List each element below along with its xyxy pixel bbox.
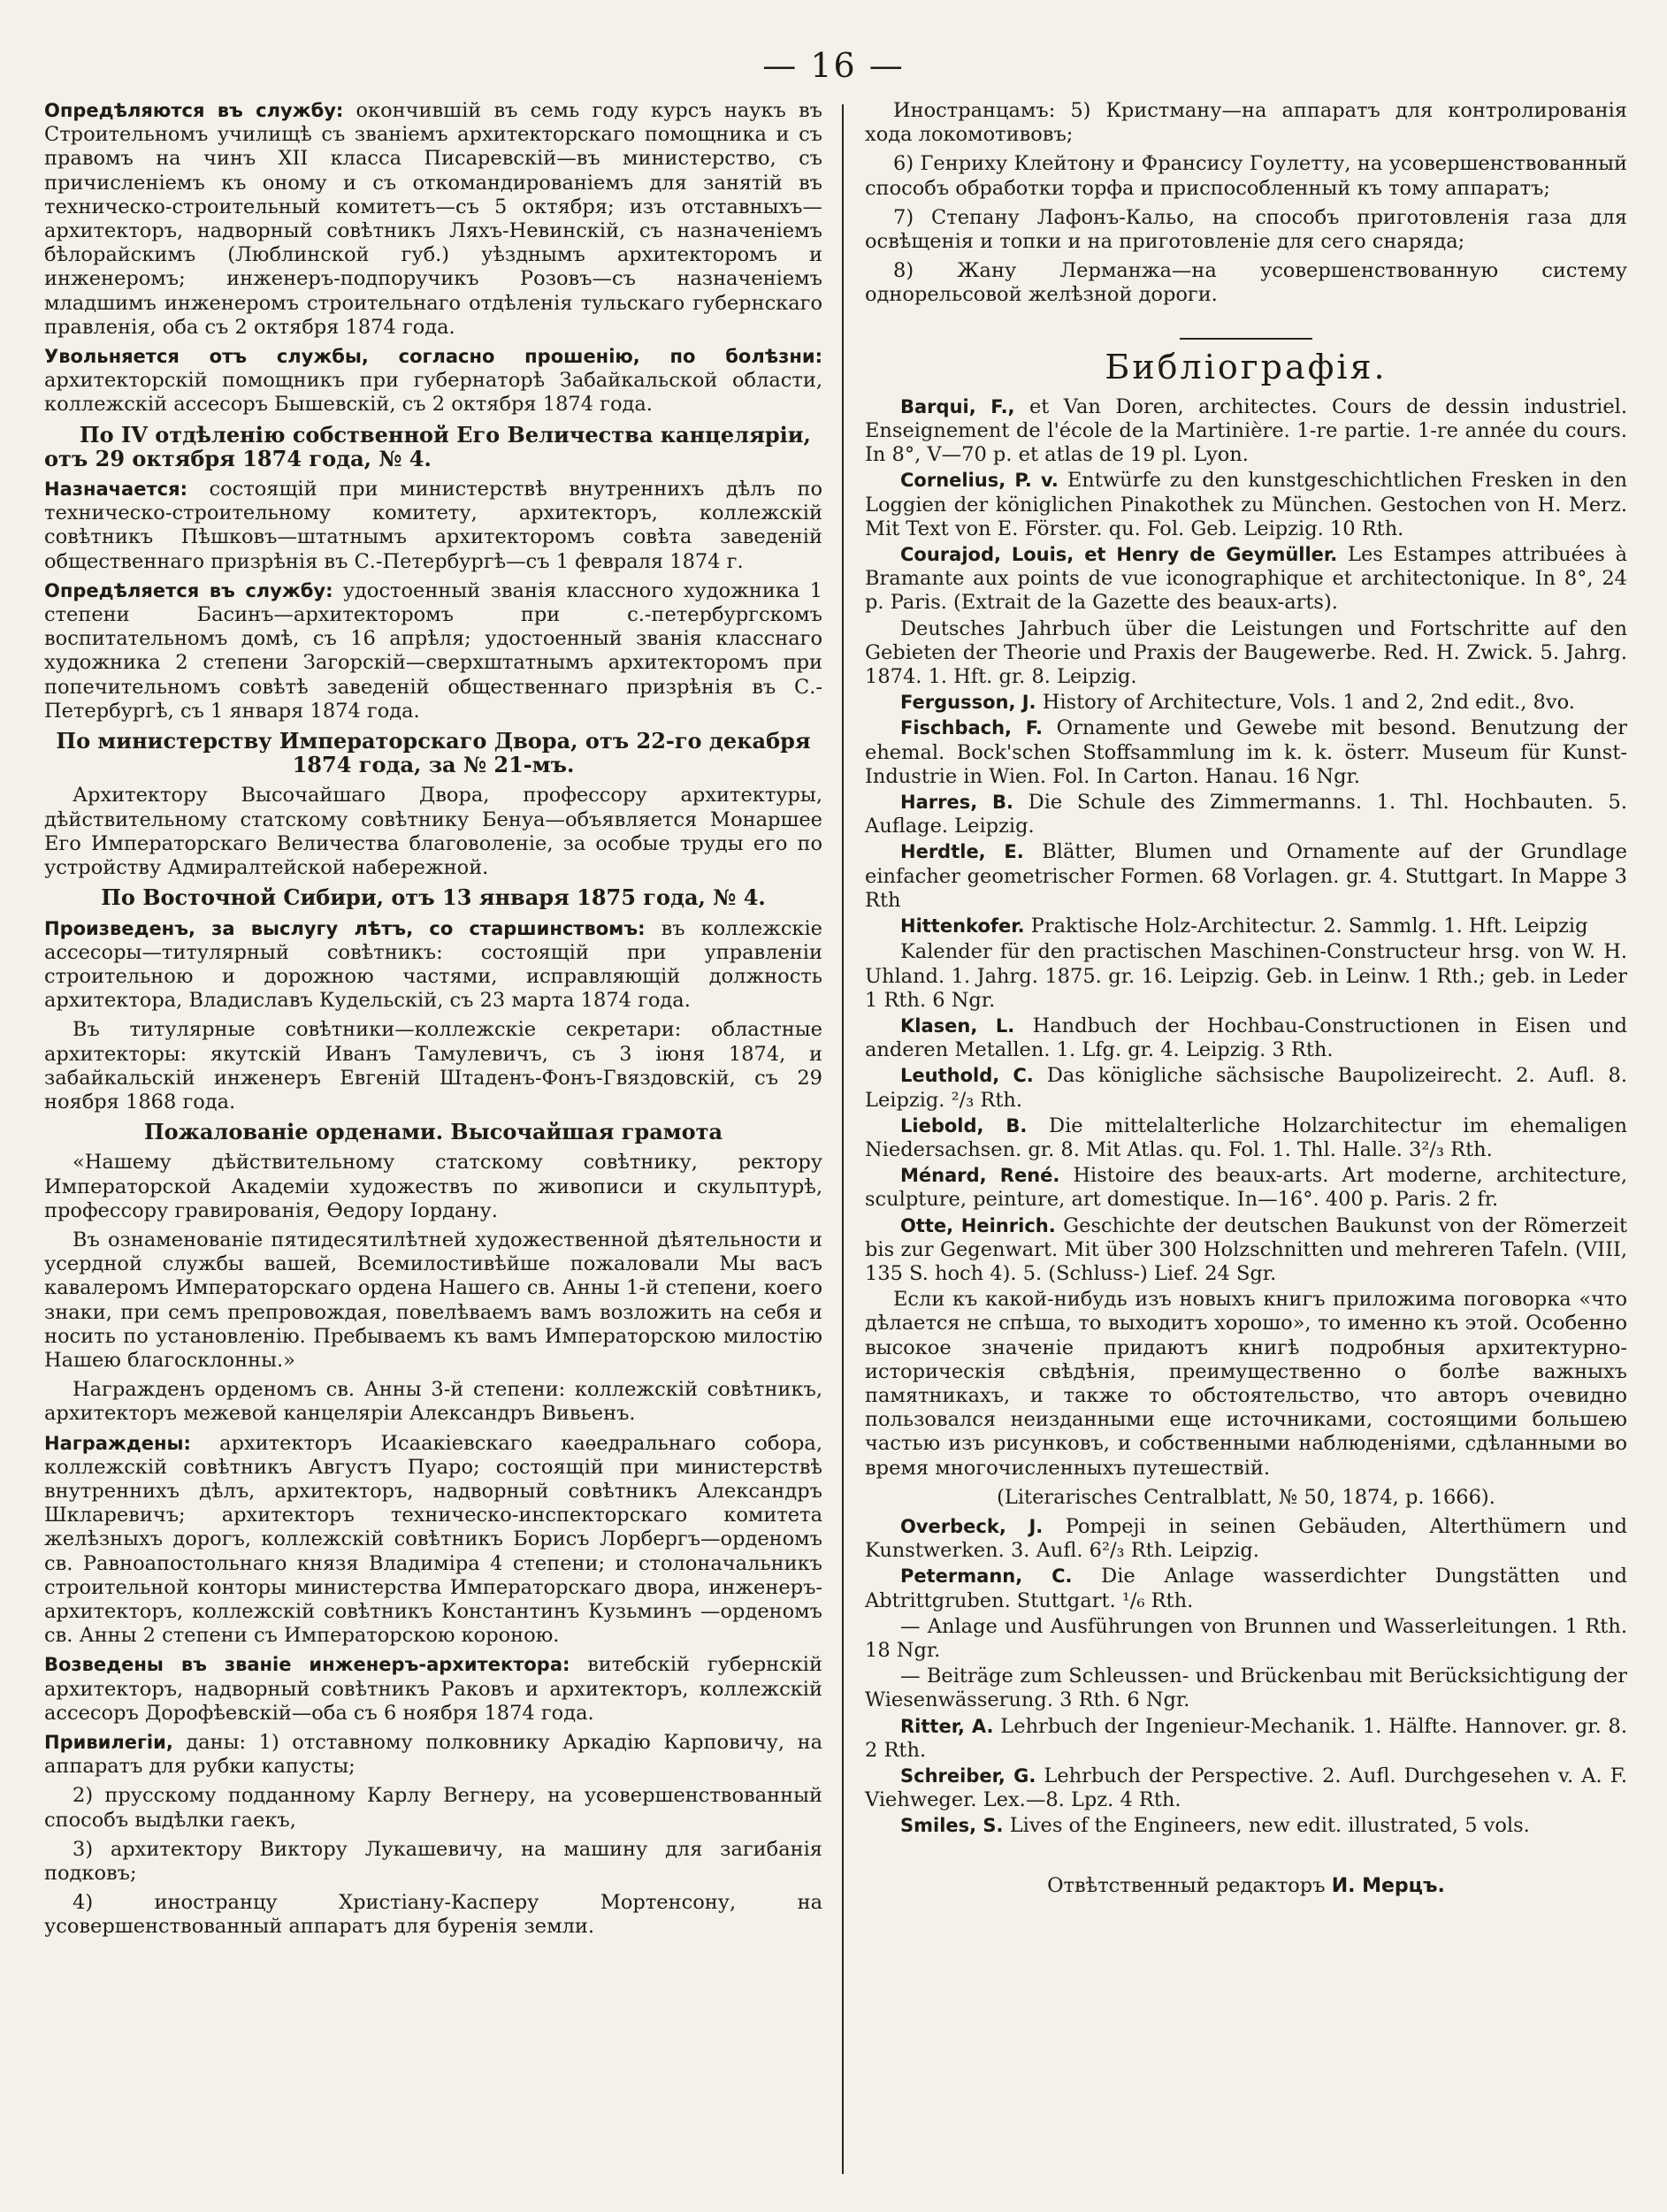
entry-text: Praktische Holz-Architectur. 2. Sammlg. 1. Hft. Leipzig (1024, 915, 1588, 938)
paragraph: Награжденъ орденомъ св. Анны 3-й степени: коллежскій совѣтникъ, архитекторъ межевой канцеляріи Александръ Вивьенъ. (44, 1378, 822, 1426)
entry-author: Courajod, Louis, et Henry de Geymüller. (900, 544, 1338, 566)
bibliography-title: Библіографія. (1105, 347, 1388, 387)
paragraph-heading: Опредѣляется въ службу: (44, 579, 333, 601)
entry-author: Liebold, B. (900, 1114, 1028, 1137)
bibliography-entry (865, 395, 1627, 468)
paragraph (44, 1432, 822, 1649)
paragraph-heading: Увольняется отъ службы, согласно прошенію, по болѣзни: (44, 346, 822, 368)
column-divider (842, 104, 844, 2174)
section-heading: По Восточной Сибири, отъ 13 января 1875 года, № 4. (101, 884, 766, 911)
entry-text: History of Architecture, Vols. 1 and 2, 2nd edit., 8vo. (1036, 691, 1575, 715)
bibliography-entry (865, 1064, 1627, 1112)
bibliography-entry (865, 716, 1627, 789)
review-source: (Literarisches Centralblatt, № 50, 1874, p. 1666). (997, 1485, 1495, 1509)
paragraph-text: окончившій въ семь году курсъ наукъ въ Строительномъ училищѣ съ званіемъ архитекторскаго помощника и съ правомъ на чинъ XII класса Писаревскій—въ министерство, съ причисленіемъ къ оному и съ откомандированіемъ для занятій въ техническо-строительный комитетъ—съ 5 октября; изъ отставныхъ—архитекторъ, надворный совѣтникъ Ляхъ-Невинскій, съ назначеніемъ бѣлорайскимъ (Люблинской губ.) уѣзднымъ архитекторомъ и инженеромъ; инженеръ-подпоручикъ Розовъ—съ назначеніемъ младшимъ инженеромъ строительнаго отдѣленія тульскаго губернскаго правленія, оба съ 2 октября 1874 года. (44, 99, 822, 339)
bibliography-entry (865, 543, 1627, 616)
paragraph: Иностранцамъ: 5) Кристману—на аппаратъ для контролированія хода локомотивовъ; (865, 99, 1627, 147)
entry-author: Herdtle, E. (900, 841, 1024, 863)
entry-text: — Anlage und Ausführungen von Brunnen und Wasserleitungen. 1 Rth. 18 Ngr. (865, 1614, 1627, 1662)
entry-author: Harres, B. (900, 792, 1013, 814)
paragraph (44, 1653, 822, 1726)
paragraph-text: витебскій губернскій архитекторъ, надворный совѣтникъ Раковъ и архитекторъ, коллежскій ассесоръ Дорофѣевскій—оба съ 6 ноября 1874 года. (44, 1653, 822, 1725)
entry-author: Fischbach, F. (900, 717, 1044, 739)
editor-name: И. Мерцъ. (1331, 1874, 1445, 1897)
entry-text: Lehrbuch der Perspective. 2. Aufl. Durchgesehen v. A. F. Viehweger. Lex.—8. Lpz. 4 Rth. (865, 1764, 1627, 1812)
bibliography-entry (865, 469, 1627, 541)
paragraph: Въ ознаменованіе пятидесятилѣтней художественной дѣятельности и усердной службы вашей, Всемилостивѣйше пожаловали Мы васъ кавалеромъ Императорскаго ордена Нашего св. Анны 1-й степени, коего знаки, при семъ препровождая, повелѣваемъ вамъ возложить на себя и носить по установленію. Пребываемъ къ вамъ Императорскою милостію Нашею благосклонны.» (44, 1228, 822, 1372)
paragraph-text: состоящій при министерствѣ внутреннихъ дѣлъ по техническо-строительному комитету, архитекторъ, коллежскій совѣтникъ Пѣшковъ—штатнымъ архитекторомъ совѣта заведеній общественнаго призрѣнія въ С.-Петербургѣ—съ 1 февраля 1874 г. (44, 478, 822, 573)
bibliography-entry (865, 791, 1627, 838)
paragraph: Въ титулярные совѣтники—коллежскіе секретари: областные архитекторы: якутскій Иванъ Тамулевичъ, съ 3 іюня 1874, и забайкальскій инженеръ Евгеній Штаденъ-Фонъ-Гвяздовскій, съ 29 ноября 1868 года. (44, 1018, 822, 1114)
paragraph: Архитектору Высочайшаго Двора, профессору архитектуры, дѣйствительному статскому совѣтнику Бенуа—объявляется Монаршее Его Императорскаго Величества благоволеніе, за особые труды его по устройству Адмиралтейской набережной. (44, 784, 822, 880)
entry-text: Histoire des beaux-arts. Art moderne, architecture, sculpture, peinture, art domestique. In—16°. 400 p. Paris. 2 fr. (865, 1164, 1627, 1212)
paragraph (44, 917, 822, 1014)
section-heading: По IV отдѣленію собственной Его Величества канцеляріи, отъ 29 октября 1874 года, № 4. (44, 421, 811, 471)
paragraph (44, 478, 822, 574)
paragraph (44, 345, 822, 417)
entry-text: Ornamente und Gewebe mit besond. Benutzung der ehemal. Bock'schen Stoffsammlung im k. k. österr. Museum für Kunst-Industrie in Wien. Fol. In Carton. Hanau. 16 Ngr. (865, 716, 1627, 788)
section-heading: Пожалованіе орденами. Высочайшая грамота (143, 1119, 723, 1145)
bibliography-entry (865, 915, 1627, 938)
paragraph: 6) Генриху Клейтону и Франсиcу Гоулетту, на усовершенствованный способъ обработки торфа и приспособленный къ тому аппаратъ; (865, 152, 1627, 200)
entry-text: Handbuch der Hochbau-Constructionen in Eisen und anderen Metallen. 1. Lfg. gr. 4. Leipzig. 3 Rth. (865, 1014, 1627, 1062)
paragraph-text: удостоенный званія классного художника 1 степени Басинъ—архитекторомъ при с.-петербургскомъ воспитательномъ домѣ, съ 16 апрѣля; удостоенный званія класснаго художника 2 степени Загорскій—сверхштатнымъ архитекторомъ при попечительномъ совѣтѣ заведеній общественнаго призрѣнія въ С.-Петербургѣ, съ 1 января 1874 года. (44, 578, 822, 723)
bibliography-entry (865, 1764, 1627, 1812)
bibliography-entry (865, 1164, 1627, 1212)
paragraph-heading: Привилегіи, (44, 1732, 173, 1753)
entry-author: Ménard, René. (900, 1165, 1060, 1187)
paragraph: 4) иностранцу Христіану-Касперу Мортенсону, на усовершенствованный аппаратъ для буренія земли. (44, 1891, 822, 1939)
right-column (865, 99, 1627, 1903)
paragraph (44, 579, 822, 723)
entry-author: Cornelius, P. v. (900, 470, 1059, 492)
review-note: Если къ какой-нибудь изъ новыхъ книгъ приложима поговорка «что дѣлается не спѣша, то выходитъ хорошо», то именно къ этой. Особенно высокое значеніе придаютъ книгѣ подробныя архитектурно-историческія свѣдѣнія, преимущественно о болѣе важныхъ памятникахъ, и также то обстоятельство, что авторъ очевидно пользовался неизданными еще источниками, состоящими большею частью изъ рисунковъ, и собственными наблюденіями, сдѣланными во время многочисленныхъ путешествій. (865, 1288, 1627, 1480)
bibliography-list (865, 395, 1627, 1286)
paragraph: 3) архитектору Виктору Лукашевичу, на машину для загибанія подковъ; (44, 1837, 822, 1886)
paragraph: 2) прусскому подданному Карлу Вегнеру, на усовершенствованный способъ выдѣлки гаекъ, (44, 1784, 822, 1832)
paragraph: 7) Степану Лафонъ-Кальо, на способъ приготовленія газа для освѣщенія и топки и на приготовленіе для сего снаряда; (865, 205, 1627, 254)
bibliography-entry (865, 1515, 1627, 1563)
entry-text: Lives of the Engineers, new edit. illustrated, 5 vols. (1003, 1814, 1530, 1838)
entry-author: Ritter, A. (900, 1715, 994, 1737)
paragraph-text: въ коллежскіе ассесоры—титулярный совѣтникъ: состоящій при управленіи строительною и дорожною частями, исправляющій должность архитектора, Владиславъ Кудельскій, съ 23 марта 1874 года. (44, 916, 822, 1013)
entry-text: et Van Doren, architectes. Cours de dessin industriel. Enseignement de l'école de la Martinière. 1-re partie. 1-re année du cours. In 8°, V—70 p. et atlas de 19 pl. Lyon. (865, 394, 1627, 467)
bibliography-entry (865, 1615, 1627, 1663)
entry-text: Das königliche sächsische Baupolizeirecht. 2. Aufl. 8. Leipzig. ²/₃ Rth. (865, 1064, 1627, 1112)
entry-author: Fergusson, J. (900, 692, 1036, 714)
page-number: — 16 — (762, 46, 905, 85)
section-divider (1180, 338, 1312, 340)
paragraph (44, 99, 822, 340)
paragraph-heading: Назначается: (44, 478, 187, 501)
entry-author: Leuthold, C. (900, 1065, 1034, 1087)
paragraph-text: архитекторскій помощникъ при губернаторѣ Забайкальской области, коллежскій ассесоръ Бышевскій, съ 2 октября 1874 года. (44, 369, 822, 417)
bibliography-entry (865, 1565, 1627, 1612)
entry-text: Deutsches Jahrbuch über die Leistungen und Fortschritte auf den Gebieten der Theorie und Praxis der Baugewerbe. Red. H. Zwick. 5. Jahrg. 1874. 1. Hft. gr. 8. Leipzig. (865, 616, 1627, 689)
entry-text: Les Estampes attribuées à Bramante aux points de vue iconographique et architectonique. In 8°, 24 p. Paris. (Extrait de la Gazette des beaux-arts). (865, 543, 1628, 615)
editor-line (865, 1874, 1627, 1898)
paragraph: «Нашему дѣйствительному статскому совѣтнику, ректору Императорской Академіи художествъ по живописи и скульптурѣ, профессору гравированія, Ѳедору Іордану. (44, 1151, 822, 1222)
entry-author: Schreiber, G. (900, 1765, 1036, 1787)
entry-text: Die mittelalterliche Holzarchitectur im ehemaligen Niedersachsen. gr. 8. Mit Atlas. qu. Fol. 1. Thl. Halle. 3²/₃ Rth. (865, 1114, 1627, 1161)
entry-text: Die Anlage wasserdichter Dungstätten und Abtrittgruben. Stuttgart. ¹/₆ Rth. (865, 1565, 1627, 1612)
paragraph: 8) Жану Лерманжа—на усовершенствованную систему однорельсовой желѣзной дороги. (865, 259, 1627, 307)
paragraph-text: архитекторъ Исаакіевскаго каѳедральнаго собора, коллежскій совѣтникъ Августъ Пуаро; состоящій при министерствѣ внутреннихъ дѣлъ, архитекторъ, надворный совѣтникъ Александръ Шкларевичъ; архитекторъ техническо-инспекторскаго комитета желѣзныхъ дорогъ, коллежскій совѣтникъ Борисъ Лорбергъ—орденомъ св. Равноапостольнаго князя Владиміра 4 степени; и столоначальникъ строительной конторы министерства Императорскаго двора, инженеръ-архитекторъ, коллежскій совѣтникъ Константинъ Кузьминъ —орденомъ св. Анны 2 степени съ Императорскою короною. (44, 1431, 822, 1648)
entry-author: Barqui, F., (900, 395, 1015, 417)
entry-text: Blätter, Blumen und Ornamente auf der Grundlage einfacher geometrischer Formen. 68 Vorlagen. gr. 4. Stuttgart. In Mappe 3 Rth (865, 840, 1627, 912)
bibliography-entry (865, 1214, 1627, 1287)
paragraph-heading: Произведенъ, за выслугу лѣтъ, со старшинствомъ: (44, 917, 646, 939)
entry-author: Smiles, S. (900, 1815, 1004, 1837)
bibliography-entry (865, 1014, 1627, 1062)
paragraph-heading: Награждены: (44, 1432, 191, 1454)
bibliography-entry (865, 840, 1627, 913)
bibliography-entry (865, 1114, 1627, 1162)
bibliography-list (865, 1515, 1627, 1839)
bibliography-entry (865, 1715, 1627, 1763)
editor-label: Отвѣтственный редакторъ (1047, 1873, 1326, 1897)
bibliography-entry (865, 1814, 1627, 1838)
entry-text: Die Schule des Zimmermanns. 1. Thl. Hochbauten. 5. Auflage. Leipzig. (865, 791, 1627, 838)
entry-author: Klasen, L. (900, 1014, 1015, 1037)
bibliography-entry (865, 691, 1627, 715)
bibliography-entry (865, 617, 1627, 690)
entry-author: Hittenkofer. (900, 915, 1025, 938)
left-column (44, 99, 822, 1945)
entry-author: Overbeck, J. (900, 1515, 1044, 1537)
paragraph-text: даны: 1) отставному полковнику Аркадію Карповичу, на аппаратъ для рубки капусты; (44, 1731, 822, 1779)
section-heading: По министерству Императорскаго Двора, отъ 22-го декабря 1874 года, за № 21-мъ. (56, 728, 811, 778)
paragraph (44, 1731, 822, 1779)
entry-author: Petermann, C. (900, 1565, 1073, 1588)
entry-text: Entwürfe zu den kunstgeschichtlichen Fresken in den Loggien der königlichen Pinakothek zu München. Gestochen von H. Merz. Mit Text von E. Förster. qu. Fol. Geb. Leipzig. 10 Rth. (865, 469, 1627, 540)
paragraph-heading: Возведены въ званіе инженеръ-архитектора: (44, 1654, 570, 1676)
entry-text: Geschichte der deutschen Baukunst von der Römerzeit bis zur Gegenwart. Mit über 300 Holzschnitten und mehreren Tafeln. (VIII, 135 S. hoch 4). 5. (Schluss-) Lief. 24 Sgr. (865, 1213, 1628, 1285)
entry-text: — Beiträge zum Schleussen- und Brückenbau mit Berücksichtigung der Wiesenwässerung. 3 Rth. 6 Ngr. (865, 1665, 1627, 1712)
entry-author: Otte, Heinrich. (900, 1214, 1056, 1236)
paragraph-heading: Опредѣляются въ службу: (44, 100, 344, 121)
entry-text: Kalender für den practischen Maschinen-Constructeur hrsg. von W. H. Uhland. 1. Jahrg. 1875. gr. 16. Leipzig. Geb. in Leinw. 1 Rth.; geb. in Leder 1 Rth. 6 Ngr. (865, 940, 1627, 1012)
entry-text: Pompeji in seinen Gebäuden, Alterthümern und Kunstwerken. 3. Aufl. 6²/₃ Rth. Leipzig. (865, 1514, 1627, 1563)
bibliography-entry (865, 940, 1627, 1013)
bibliography-entry (865, 1665, 1627, 1712)
entry-text: Lehrbuch der Ingenieur-Mechanik. 1. Hälfte. Hannover. gr. 8. 2 Rth. (865, 1714, 1627, 1762)
